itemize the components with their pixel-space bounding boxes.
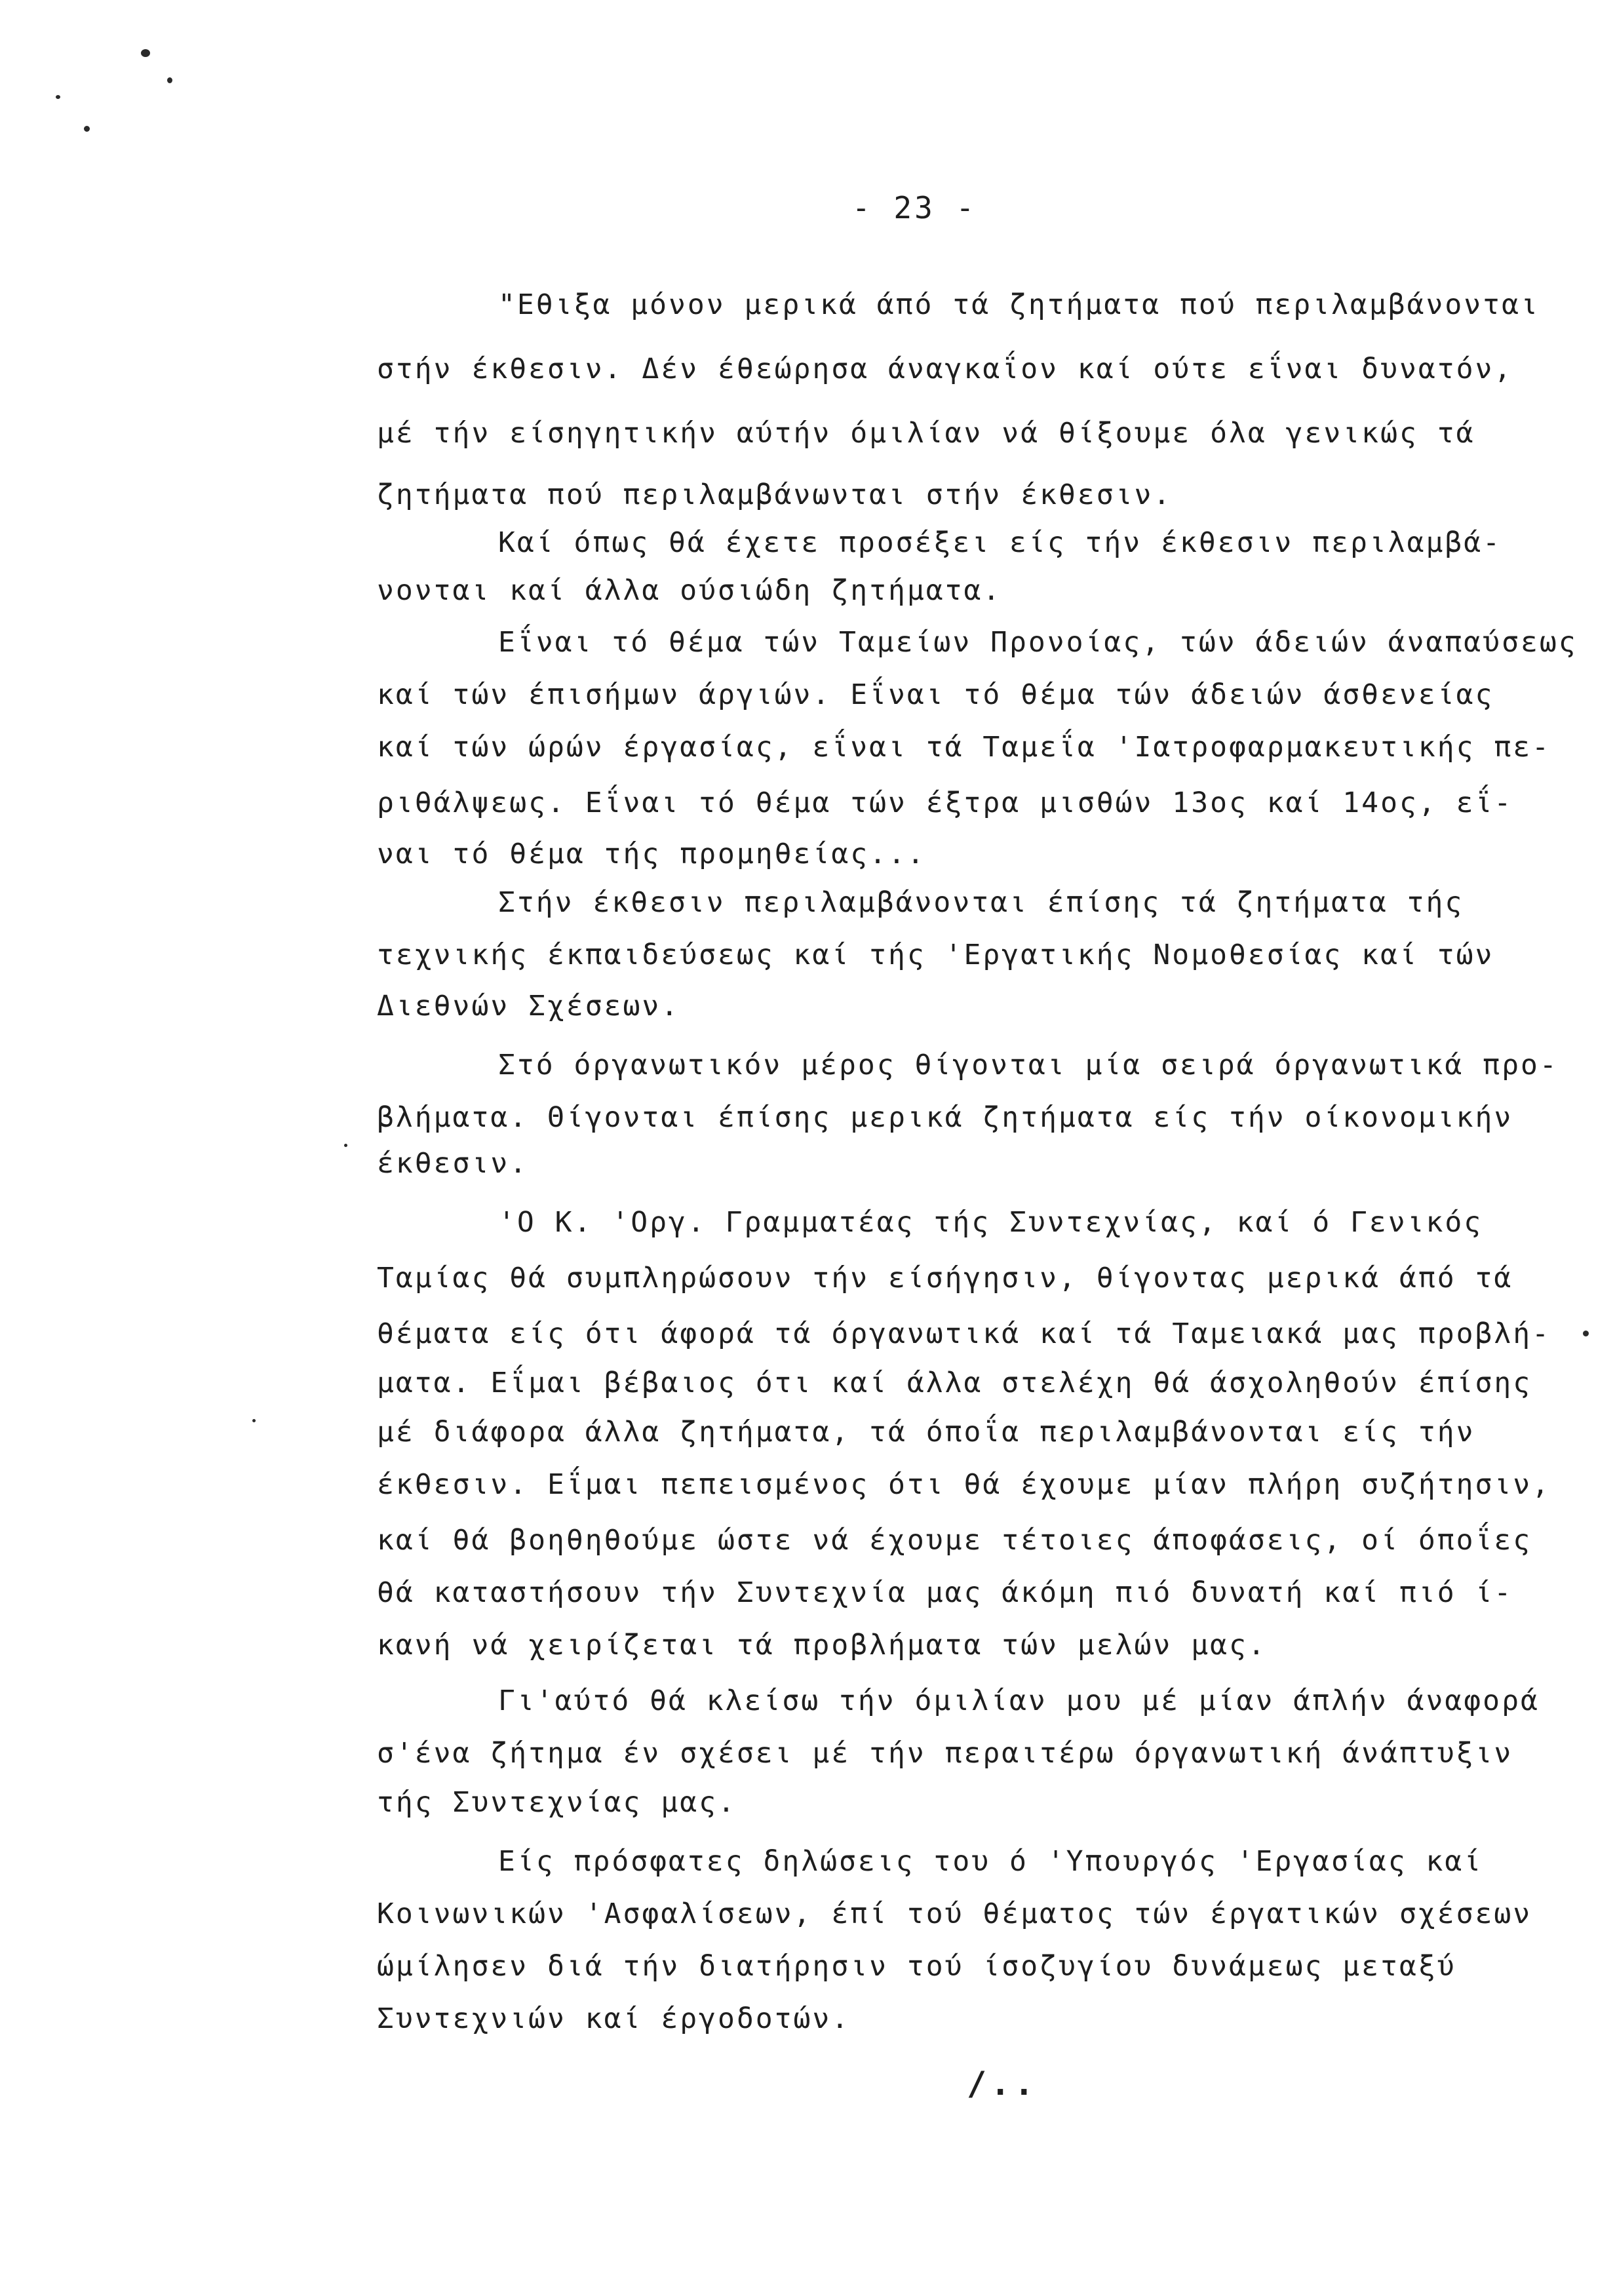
- text-line: βλήματα. Θίγονται έπίσης μερικά ζητήματα είς τήν οίκονομικήν: [377, 1101, 1513, 1134]
- text-line: Διεθνών Σχέσεων.: [377, 990, 680, 1022]
- text-line: ώμίλησεν διά τήν διατήρησιν τού ίσοζυγίου δυνάμεως μεταξύ: [377, 1950, 1456, 1983]
- text-line: κανή νά χειρίζεται τά προβλήματα τών μελών μας.: [377, 1629, 1267, 1662]
- text-line: ναι τό θέμα τής προμηθείας...: [377, 838, 926, 870]
- text-line: νονται καί άλλα ούσιώδη ζητήματα.: [377, 574, 1002, 607]
- text-line: τής Συντεχνίας μας.: [377, 1786, 737, 1819]
- text-line: μέ διάφορα άλλα ζητήματα, τά όποΐα περιλαμβάνονται είς τήν: [377, 1416, 1475, 1449]
- text-line: ζητήματα πού περιλαμβάνωνται στήν έκθεσιν.: [377, 478, 1173, 511]
- text-line: θέματα είς ότι άφορά τά όργανωτικά καί τά Ταμειακά μας προβλή-: [377, 1317, 1551, 1350]
- text-line: σ'ένα ζήτημα έν σχέσει μέ τήν περαιτέρω όργανωτική άνάπτυξιν: [377, 1737, 1513, 1770]
- text-line: Ταμίας θά συμπληρώσουν τήν είσήγησιν, θίγοντας μερικά άπό τά: [377, 1262, 1513, 1294]
- text-line: τεχνικής έκπαιδεύσεως καί τής 'Εργατικής Νομοθεσίας καί τών: [377, 939, 1494, 971]
- scan-speck: [252, 1419, 256, 1422]
- text-line: έκθεσιν. Εΐμαι πεπεισμένος ότι θά έχουμε μίαν πλήρη συζήτησιν,: [377, 1468, 1551, 1501]
- scan-speck: [344, 1144, 347, 1147]
- text-line: καί τών ώρών έργασίας, εΐναι τά Ταμεΐα 'Ιατροφαρμακευτικής πε-: [377, 731, 1551, 764]
- text-line: Κοινωνικών 'Ασφαλίσεων, έπί τού θέματος τών έργατικών σχέσεων: [377, 1897, 1532, 1930]
- text-line: 'Ο Κ. 'Οργ. Γραμματέας τής Συντεχνίας, καί ό Γενικός: [498, 1206, 1483, 1239]
- text-line: καί θά βοηθηθούμε ώστε νά έχουμε τέτοιες άποφάσεις, οί όποΐες: [377, 1524, 1532, 1557]
- text-line: ματα. Εΐμαι βέβαιος ότι καί άλλα στελέχη θά άσχοληθούν έπίσης: [377, 1367, 1532, 1399]
- text-line: Συντεχνιών καί έργοδοτών.: [377, 2002, 851, 2035]
- page-number: - 23 -: [852, 190, 977, 225]
- scan-speck: [167, 77, 172, 83]
- text-line: έκθεσιν.: [377, 1147, 529, 1180]
- text-line: θά καταστήσουν τήν Συντεχνία μας άκόμη πιό δυνατή καί πιό ί-: [377, 1576, 1513, 1609]
- scan-speck: [84, 126, 90, 132]
- text-line: "Εθιξα μόνον μερικά άπό τά ζητήματα πού περιλαμβάνονται: [498, 288, 1540, 321]
- scan-speck: [1583, 1331, 1589, 1336]
- scan-speck: [141, 49, 150, 57]
- text-line: μέ τήν είσηγητικήν αύτήν όμιλίαν νά θίξουμε όλα γενικώς τά: [377, 417, 1475, 450]
- text-line: Είς πρόσφατες δηλώσεις του ό 'Υπουργός 'Εργασίας καί: [498, 1845, 1483, 1878]
- scan-speck: [56, 95, 60, 99]
- text-line: Γι'αύτό θά κλείσω τήν όμιλίαν μου μέ μίαν άπλήν άναφορά: [498, 1684, 1540, 1717]
- text-line: Εΐναι τό θέμα τών Ταμείων Προνοίας, τών άδειών άναπαύσεως: [498, 626, 1578, 659]
- text-line: Καί όπως θά έχετε προσέξει είς τήν έκθεσιν περιλαμβά-: [498, 526, 1502, 559]
- text-line: Στήν έκθεσιν περιλαμβάνονται έπίσης τά ζητήματα τής: [498, 886, 1464, 919]
- text-line: καί τών έπισήμων άργιών. Εΐναι τό θέμα τών άδειών άσθενείας: [377, 678, 1494, 711]
- continuation-mark: /..: [967, 2065, 1038, 2103]
- text-line: ριθάλψεως. Εΐναι τό θέμα τών έξτρα μισθών 13ος καί 14ος, εΐ-: [377, 787, 1513, 819]
- text-line: Στό όργανωτικόν μέρος θίγονται μία σειρά όργανωτικά προ-: [498, 1049, 1559, 1081]
- text-line: στήν έκθεσιν. Δέν έθεώρησα άναγκαΐον καί ούτε εΐναι δυνατόν,: [377, 353, 1513, 385]
